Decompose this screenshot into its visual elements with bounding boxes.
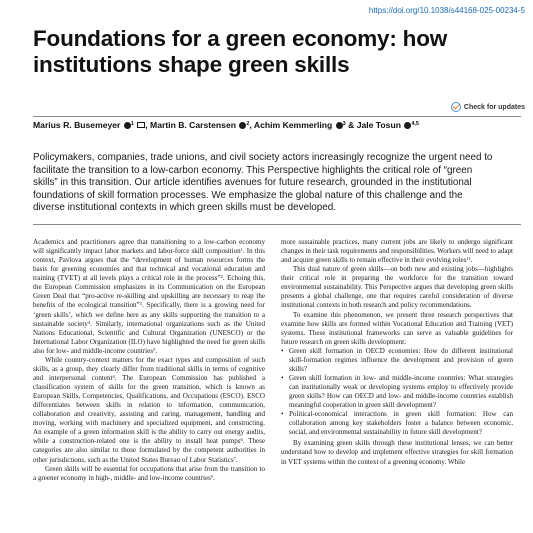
paragraph: To examine this phenomenon, we present three research perspectives that examine how skills are formed within Vocational Education and Training (VET) systems. These institutional frameworks can serve as valuable guidelines for future research on green skills development: [281,310,513,346]
check-updates-icon [451,102,461,112]
author-1[interactable]: Marius R. Busemeyer $^1$ [33,120,145,130]
check-updates-label: Check for updates [463,103,525,111]
paragraph: While country-context matters for the exact types and composition of such skills, as a group, they clearly differ from traditional skills in terms of cognitive and interpersonal content$^4$. The European Commission has published a classification system of skills for the green transition, which is known as European Skills, Competencies, Qualifications, and Occupations (ESCO). ESCO differentiates between skills in relation to information, communication, collaboration and creativity, assisting and caring, management, handling and moving, working with machinery and specialized equipment, and constructing. An example of a green information skill is the ability to carry out energy audits, while a construction-related one is the ability to install heat pumps$^6$. These categories are also similar to those formulated by the competent authorities in other jurisdictions, such as the United States Bureau of Labor Statistics$^7$. [33,355,266,464]
doi-link[interactable]: https://doi.org/10.1038/s44168-025-00234-5 [368,6,525,15]
orcid-icon[interactable] [336,122,343,129]
list-item: • Political-economical interactions in green skill formation: How can collaboration among key stakeholders foster a balance between economic, social, and environmental sustainability in future skill development? [281,410,513,437]
paragraph: By examining green skills through these institutional lenses, we can better understand how to develop and implement effective strategies for skill formation in VET systems within the context of a greening economy. While [281,439,513,466]
author-3[interactable]: Achim Kemmerling $^3$ [253,120,346,130]
list-item: • Green skill formation in OECD economies: How do different institutional skill-formation regimes influence the development and provision of green skills? [281,347,513,374]
orcid-icon[interactable] [124,122,131,129]
author-4[interactable]: Jale Tosun $^{4,5}$ [356,120,419,130]
body-column-left [33,238,265,483]
list-item: • Green skill formation in low- and middle-income countries: What strategies can institutionally weak or developing systems employ to effectively provide green skills? How can OECD and low- and middle-income countries establish meaningful cooperation in green skill development? [281,374,513,410]
check-for-updates-button[interactable] [451,102,525,112]
email-icon[interactable] [137,122,145,128]
article-title: Foundations for a green economy: how institutions shape green skills [33,26,448,77]
paragraph: more sustainable practices, many current jobs are likely to undergo significant changes in their task requirements and responsibilities. Workers will need to adapt and acquire green skills to remain effective in their evolving roles$^{11}$. [281,238,513,265]
author-list: Marius R. Busemeyer $^1$ , Martin B. Carstensen $^2$, Achim Kemmerling $^3$ & Jale Tosun $^{4,5}$ [33,120,419,130]
bullet-list [281,347,513,438]
paragraph: Green skills will be essential for occupations that arise from the transition to a greener economy in high-, middle- and low-income countries$^5$. [33,464,265,482]
paragraph: This dual nature of green skills—on both new and existing jobs—highlights their critical role in preparing the workforce for the transition toward environmental sustainability. This Perspective argues that developing green skills presents a global challenge, one that requires careful consideration of diverse institutional contexts in both research and policy recommendations. [281,265,513,310]
author-2[interactable]: Martin B. Carstensen $^2$ [150,120,250,130]
abstract: Policymakers, companies, trade unions, and civil society actors increasingly recognize the urgent need to facilitate the transition to a low-carbon economy. This Perspective highlights the critical role of “green skills” in this transition. Our article identifies avenues for future research, grounded in the institutional foundations of skill formation processes. We emphasize the global nature of this challenge and the diverse institutional contexts in which green skills must be developed. [33,152,493,213]
divider [33,116,521,117]
divider [33,224,521,225]
paragraph: Academics and practitioners agree that transitioning to a low-carbon economy will significantly impact labor markets and labor-force skill composition$^1$. In this context, Pavlova argues that the “development of human resources forms the basis for greening economies and that technical and vocational education and training (TVET) at all levels plays a critical role in the process”$^2$. Echoing this, the European Commission emphasizes in its Communication on the European Green Deal that “pro-active re-skilling and upskilling are necessary to reap the benefits of the ecological transition”$^3$. Specifically, there is a growing need for ‘green skills’, which we define here as any skills supporting the transition to a sustainable society$^4$. Similarly, international organizations such as the United Nations Educational, Scientific and Cultural Organization (UNESCO) or the International Labor Organization (ILO) have highlighted the need for green skills also for low- and middle-income countries$^5$. [33,238,266,355]
body-column-right [281,238,513,467]
